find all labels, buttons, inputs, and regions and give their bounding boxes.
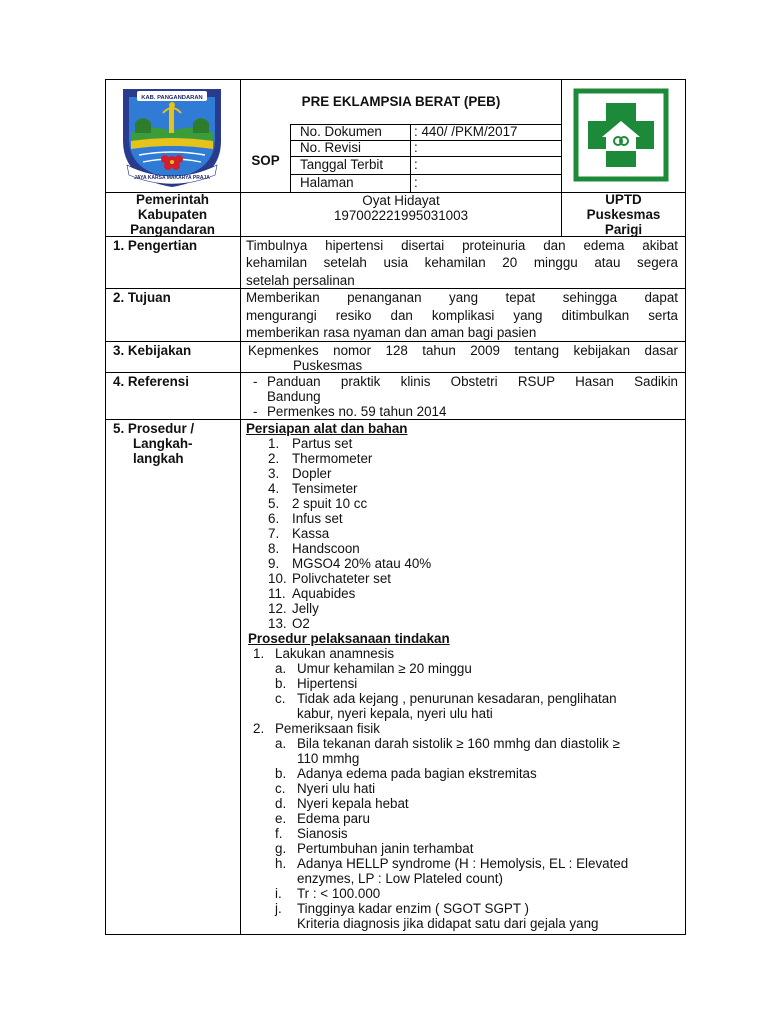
kebijakan-line: Puskesmas <box>293 358 363 373</box>
step-sub-letter: c. <box>275 781 286 796</box>
step-title: Pemeriksaan fisik <box>275 721 380 736</box>
step-sub-letter: e. <box>275 811 287 826</box>
referensi-bullet: - <box>253 374 258 389</box>
alat-item: Partus set <box>292 436 353 451</box>
pengertian-line: Timbulnya hipertensi disertai proteinuria dan edema akibat <box>246 238 678 253</box>
step-number: 2. <box>253 721 265 736</box>
alat-item-number: 5. <box>268 496 280 511</box>
alat-item: MGSO4 20% atau 40% <box>292 556 432 571</box>
doc-field-value: : <box>414 175 418 190</box>
section-label-prosedur: Langkah- <box>133 436 193 451</box>
alat-item: Aquabides <box>292 586 356 601</box>
table-border <box>105 288 686 289</box>
alat-item: Jelly <box>292 601 319 616</box>
table-border <box>105 372 686 373</box>
alat-item: Tensimeter <box>292 481 358 496</box>
alat-item-number: 2. <box>268 451 280 466</box>
step-sub-line: Adanya HELLP syndrome (H : Hemolysis, EL : Elevated <box>297 856 629 871</box>
doc-field-label: No. Dokumen <box>300 124 382 139</box>
step-sub-line: Tr : < 100.000 <box>297 886 381 901</box>
step-sub-letter: a. <box>275 661 287 676</box>
doc-field-label: Tanggal Terbit <box>300 157 384 172</box>
left-org-line: Pemerintah <box>136 192 209 207</box>
step-sub-letter: g. <box>275 841 287 856</box>
alat-item: Polivchateter set <box>292 571 391 586</box>
section-label-tujuan: 2. Tujuan <box>113 290 171 305</box>
table-border-right <box>685 79 686 935</box>
alat-item-number: 12. <box>268 601 287 616</box>
step-sub-line: enzymes, LP : Low Plateled count) <box>297 871 503 886</box>
doc-field-value: : <box>414 157 418 172</box>
crest-banner-bottom: JAYA KARSA MAKARYA PRAJA <box>134 175 210 181</box>
step-sub-line: 110 mmhg <box>297 751 360 766</box>
tindakan-heading: Prosedur pelaksanaan tindakan <box>248 631 450 646</box>
alat-item: Kassa <box>292 526 330 541</box>
left-org-line: Pangandaran <box>130 222 215 237</box>
step-sub-line: Edema paru <box>297 811 370 826</box>
kebijakan-line: Kepmenkes nomor 128 tahun 2009 tentang kebijakan dasar <box>248 343 678 358</box>
table-border <box>105 341 686 342</box>
alat-item: O2 <box>292 616 310 631</box>
step-sub-line: Umur kehamilan ≥ 20 minggu <box>297 661 472 676</box>
alat-item-number: 6. <box>268 511 280 526</box>
step-sub-line: Sianosis <box>297 826 348 841</box>
table-border-bottom <box>105 934 686 935</box>
table-border <box>410 124 411 192</box>
referensi-line: Permenkes no. 59 tahun 2014 <box>267 404 447 419</box>
referensi-line: Bandung <box>267 389 321 404</box>
doc-field-value: : <box>414 140 418 155</box>
step-sub-line: Tidak ada kejang , penurunan kesadaran, penglihatan <box>297 691 617 706</box>
tujuan-line: memberikan rasa nyaman dan aman bagi pasien <box>246 325 537 340</box>
referensi-bullet: - <box>253 404 258 419</box>
step-sub-line: Adanya edema pada bagian ekstremitas <box>297 766 537 781</box>
step-sub-letter: b. <box>275 766 287 781</box>
puskesmas-cross-logo <box>566 83 676 187</box>
doc-field-label: Halaman <box>300 175 354 190</box>
step-sub-line: Kriteria diagnosis jika didapat satu dari gejala yang <box>297 916 599 931</box>
alat-item: Dopler <box>292 466 332 481</box>
tujuan-line: Memberikan penanganan yang tepat sehingga dapat <box>246 290 678 305</box>
tujuan-line: mengurangi resiko dan komplikasi yang ditimbulkan serta <box>246 308 678 323</box>
section-label-pengertian: 1. Pengertian <box>113 238 198 253</box>
pengertian-line: setelah persalinan <box>246 273 355 288</box>
alat-item: 2 spuit 10 cc <box>292 496 368 511</box>
document-title: PRE EKLAMPSIA BERAT (PEB) <box>301 94 501 109</box>
step-sub-line: Hipertensi <box>297 676 358 691</box>
right-org-line: Puskesmas <box>586 207 661 222</box>
alat-item: Handscoon <box>292 541 360 556</box>
alat-item-number: 8. <box>268 541 280 556</box>
step-sub-letter: h. <box>275 856 287 871</box>
referensi-line: Panduan praktik klinis Obstetri RSUP Hasan Sadikin <box>267 374 678 389</box>
step-sub-line: Bila tekanan darah sistolik ≥ 160 mmhg dan diastolik ≥ <box>297 736 620 751</box>
signer-name: Oyat Hidayat <box>362 193 440 208</box>
table-border <box>105 419 686 420</box>
kab-pangandaran-crest <box>119 83 225 189</box>
pengertian-line: kehamilan setelah usia kehamilan 20 minggu atau segera <box>246 255 678 270</box>
step-sub-line: Nyeri ulu hati <box>297 781 376 796</box>
doc-field-value: : 440/ /PKM/2017 <box>414 124 518 139</box>
doc-field-label: No. Revisi <box>300 140 362 155</box>
section-label-referensi: 4. Referensi <box>113 374 189 389</box>
alat-item: Infus set <box>292 511 343 526</box>
step-sub-letter: f. <box>275 826 283 841</box>
step-sub-letter: j. <box>275 901 282 916</box>
alat-item-number: 7. <box>268 526 280 541</box>
left-org-line: Kabupaten <box>137 207 208 222</box>
right-org-line: Parigi <box>604 222 643 237</box>
signer-nip: 197002221995031003 <box>333 208 469 223</box>
crest-banner-top: KAB. PANGANDARAN <box>141 95 203 101</box>
section-label-prosedur: 5. Prosedur / <box>113 421 195 436</box>
alat-item-number: 10. <box>268 571 287 586</box>
alat-item-number: 4. <box>268 481 280 496</box>
table-border-top <box>105 79 686 80</box>
step-sub-letter: i. <box>275 886 282 901</box>
step-sub-line: Nyeri kepala hebat <box>297 796 409 811</box>
alat-item-number: 3. <box>268 466 280 481</box>
step-sub-line: Pertumbuhan janin terhambat <box>297 841 474 856</box>
sop-document <box>105 79 686 935</box>
alat-item-number: 9. <box>268 556 280 571</box>
sop-label: SOP <box>251 153 280 168</box>
step-sub-letter: a. <box>275 736 287 751</box>
alat-item-number: 11. <box>268 586 286 601</box>
alat-heading: Persiapan alat dan bahan <box>246 421 408 436</box>
alat-item-number: 1. <box>268 436 280 451</box>
step-sub-line: kabur, nyeri kepala, nyeri ulu hati <box>297 706 493 721</box>
step-sub-letter: b. <box>275 676 287 691</box>
right-org-line: UPTD <box>605 192 642 207</box>
table-border <box>290 124 291 192</box>
step-sub-line: Tingginya kadar enzim ( SGOT SGPT ) <box>297 901 529 916</box>
alat-item: Thermometer <box>292 451 373 466</box>
step-sub-letter: c. <box>275 691 286 706</box>
section-label-prosedur: langkah <box>133 451 184 466</box>
alat-item-number: 13. <box>268 616 287 631</box>
step-title: Lakukan anamnesis <box>275 646 395 661</box>
step-number: 1. <box>253 646 265 661</box>
section-label-kebijakan: 3. Kebijakan <box>113 343 192 358</box>
step-sub-letter: d. <box>275 796 287 811</box>
